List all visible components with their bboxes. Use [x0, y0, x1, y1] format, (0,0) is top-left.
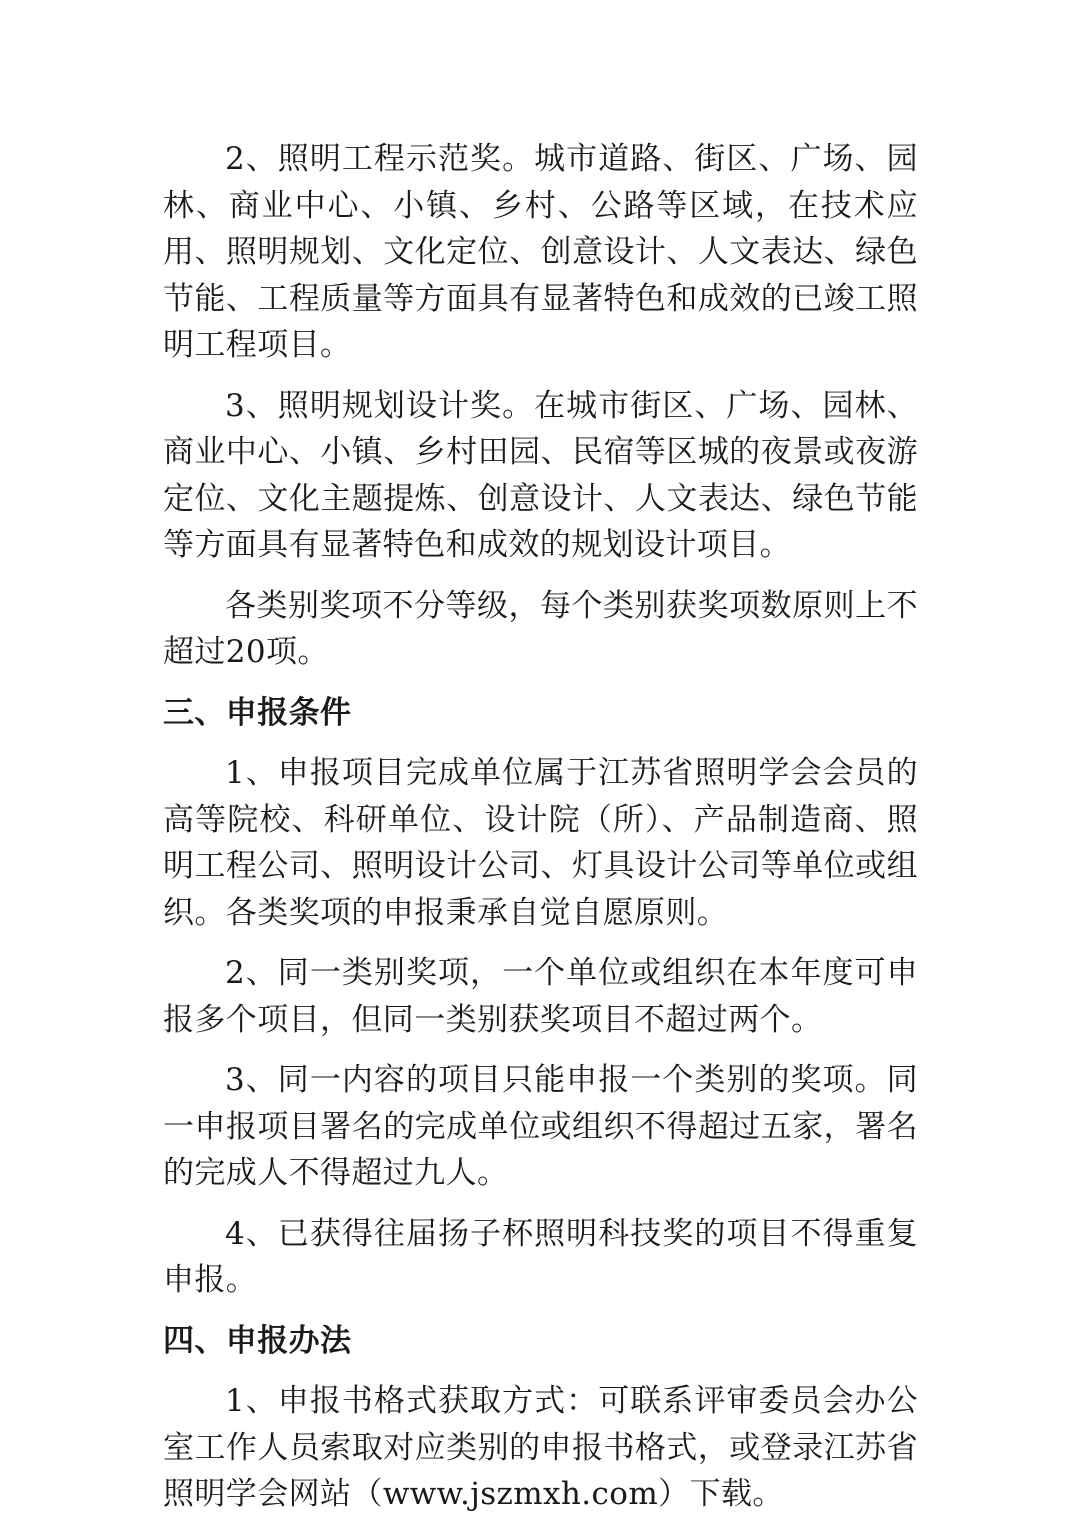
- section-3-item-3: 3、同一内容的项目只能申报一个类别的奖项。同一申报项目署名的完成单位或组织不得超过五家，署名的完成人不得超过九人。: [163, 1062, 918, 1191]
- section-3-heading: 三、申报条件: [163, 694, 352, 731]
- award-note-paragraph: 各类别奖项不分等级，每个类别获奖项数原则上不超过20项。: [163, 587, 918, 670]
- section-4-item-1-tail: ）下载。: [658, 1476, 784, 1512]
- section-3-item-2: 2、同一类别奖项，一个单位或组织在本年度可申报多个项目，但同一类别获奖项目不超过两个。: [163, 955, 918, 1038]
- section-3-item-4: 4、已获得往届扬子杯照明科技奖的项目不得重复申报。: [163, 1215, 918, 1298]
- website-link[interactable]: www.jszmxh.com: [382, 1476, 659, 1512]
- section-4-item-1-text: 1、申报书格式获取方式：可联系评审委员会办公室工作人员索取对应类别的申报书格式，或登录江苏省照明学会网站（: [163, 1383, 918, 1512]
- document-body: [163, 136, 918, 1518]
- section-3-item-1: 1、申报项目完成单位属于江苏省照明学会会员的高等院校、科研单位、设计院（所）、产品制造商、照明工程公司、照明设计公司、灯具设计公司等单位或组织。各类奖项的申报秉承自觉自愿原则。: [163, 755, 918, 931]
- section-4-heading: 四、申报办法: [163, 1322, 352, 1359]
- award-2-paragraph: 2、照明工程示范奖。城市道路、街区、广场、园林、商业中心、小镇、乡村、公路等区域，在技术应用、照明规划、文化定位、创意设计、人文表达、绿色节能、工程质量等方面具有显著特色和成效的已竣工照明工程项目。: [163, 141, 918, 363]
- section-4-item-1: [163, 1378, 918, 1518]
- award-3-paragraph: 3、照明规划设计奖。在城市街区、广场、园林、商业中心、小镇、乡村田园、民宿等区城的夜景或夜游定位、文化主题提炼、创意设计、人文表达、绿色节能等方面具有显著特色和成效的规划设计项目。: [163, 387, 918, 563]
